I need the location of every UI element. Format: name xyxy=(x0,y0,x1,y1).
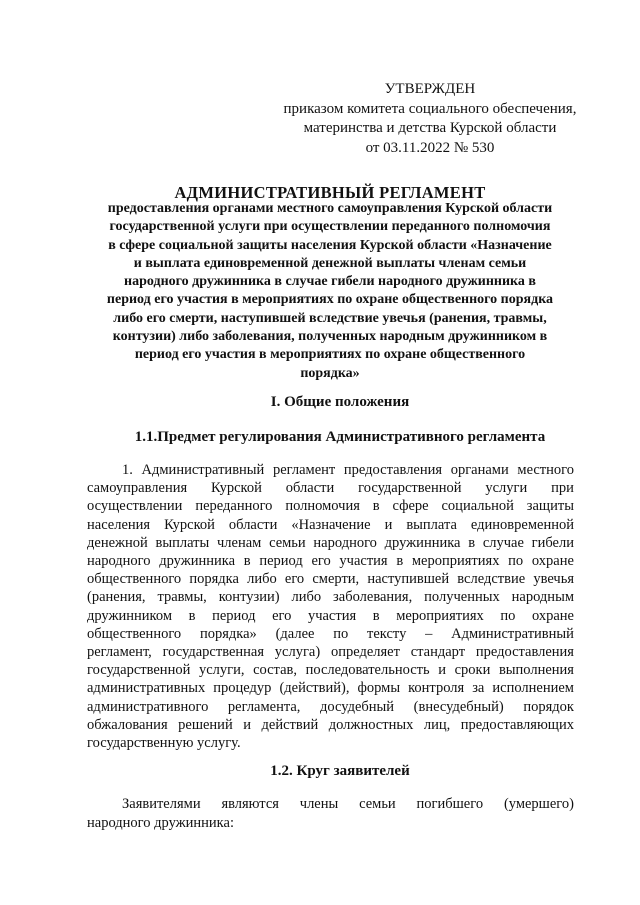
text-line: осуществлении переданного полномочия в сфере социальной защиты xyxy=(87,498,574,515)
text-line: регламент, государственная услуга) определяет стандарт предоставления xyxy=(87,644,574,661)
section-heading-subject: 1.1.Предмет регулирования Административного регламента xyxy=(134,429,546,445)
subtitle-line: и выплата единовременной денежной выплаты членам семьи xyxy=(133,255,527,271)
text-line: денежной выплаты членам семьи народного дружинника в случае гибели xyxy=(87,534,574,551)
approval-label: УТВЕРЖДЕН xyxy=(384,81,476,97)
document-subtitle xyxy=(80,200,580,383)
subtitle-line: порядка» xyxy=(300,365,360,381)
document-title: АДМИНИСТРАТИВНЫЙ РЕГЛАМЕНТ xyxy=(174,183,486,202)
text-line: государственную услугу. xyxy=(87,735,241,752)
subtitle-line: в сфере социальной защиты населения Курской области «Назначение xyxy=(108,237,552,253)
subtitle-line: контузии) либо заболевания, полученных народным дружинником в xyxy=(112,329,548,345)
text-line: административного регламента, досудебный (внесудебный) порядок xyxy=(87,698,574,715)
subtitle-line: народного дружинника в случае гибели народного дружинника в xyxy=(124,274,536,290)
text-line: самоуправления Курской области государственной услуги при xyxy=(87,480,574,497)
section-heading-general: I. Общие положения xyxy=(270,394,410,410)
text-line: административных процедур (действий), формы контроля за исполнением xyxy=(87,680,574,697)
text-line: населения Курской области «Назначение и выплата единовременной xyxy=(87,516,574,533)
text-line: народного дружинника: xyxy=(87,815,234,831)
text-line: Заявителями являются члены семьи погибшего (умершего) xyxy=(122,796,574,812)
text-line: 1. Административный регламент предоставления органами местного xyxy=(122,462,574,478)
text-line: общественного порядка» (далее по тексту – Административный xyxy=(87,625,574,642)
text-line: (ранения, травмы, контузии) либо заболевания, полученных народным xyxy=(87,589,574,606)
text-line: народного дружинника в период его участия в мероприятиях по охране xyxy=(87,553,574,570)
paragraph-applicants xyxy=(87,795,574,833)
approval-stamp xyxy=(280,80,580,158)
paragraph-1 xyxy=(87,461,574,752)
text-line: государственной услуги, состав, последовательность и сроки выполнения xyxy=(87,662,574,679)
approval-line: от 03.11.2022 № 530 xyxy=(365,139,495,156)
subtitle-line: период его участия в мероприятиях по охране общественного порядка xyxy=(106,292,554,308)
approval-line: приказом комитета социального обеспечения, xyxy=(283,100,577,117)
subtitle-line: государственной услуги при осуществлении переданного полномочия xyxy=(109,219,551,235)
text-line: обжалования решений и действий должностных лиц, предоставляющих xyxy=(87,716,574,733)
text-line: общественного порядка либо его смерти, наступившей вследствие увечья xyxy=(87,571,574,588)
text-line: дружинником в период его участия в мероприятиях по охране xyxy=(87,607,574,624)
subtitle-line: предоставления органами местного самоуправления Курской области xyxy=(107,201,553,216)
subtitle-line: период его участия в мероприятиях по охране общественного xyxy=(134,347,526,363)
subtitle-line: либо его смерти, наступившей вследствие увечья (ранения, травмы, xyxy=(113,310,547,326)
section-heading-applicants: 1.2. Круг заявителей xyxy=(270,763,410,779)
approval-line: материнства и детства Курской области xyxy=(303,120,557,136)
